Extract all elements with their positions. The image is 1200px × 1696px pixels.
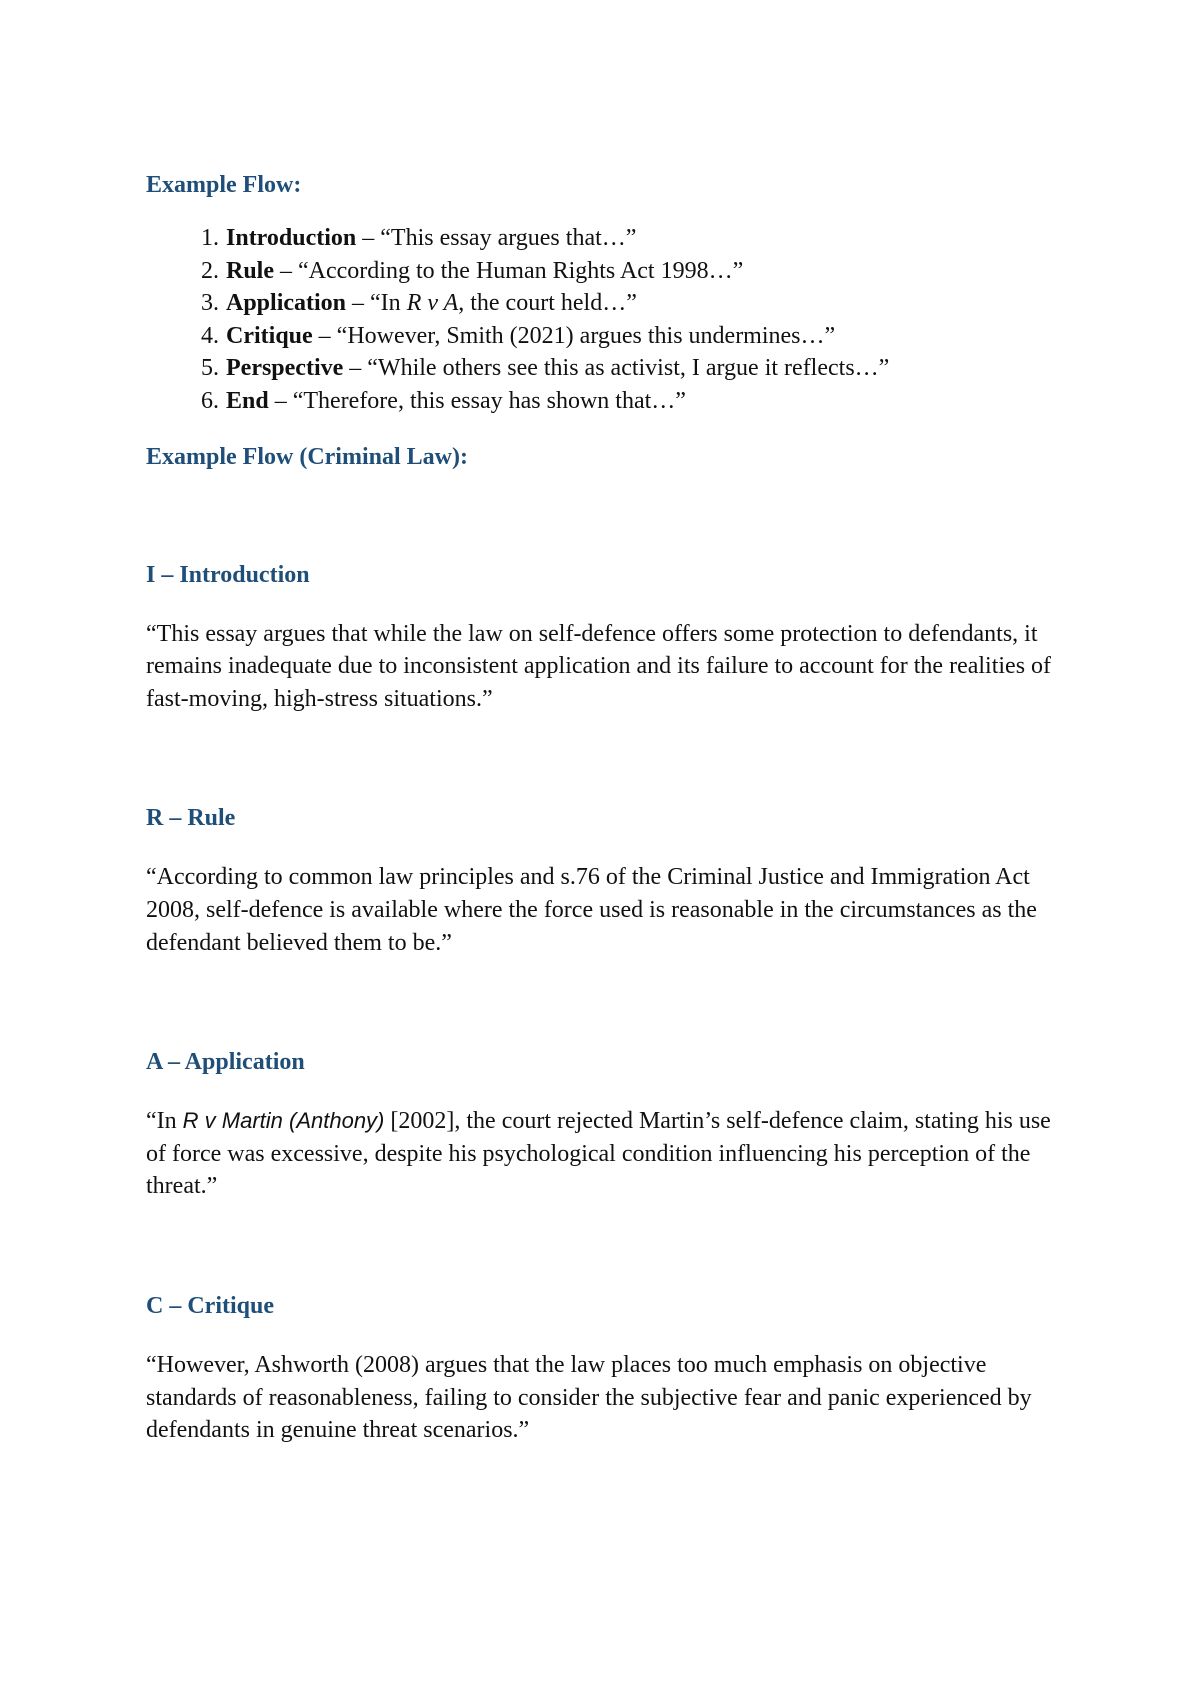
list-number: 3. bbox=[201, 290, 219, 317]
list-term: Rule bbox=[226, 257, 274, 284]
critique-paragraph: “However, Ashworth (2008) argues that the law places too much emphasis on objective standards of reasonableness, failing to consider the subjective fear and panic experienced by defendants in genuine threat scenarios.” bbox=[146, 1351, 1032, 1444]
list-number: 1. bbox=[201, 225, 219, 251]
list-item bbox=[146, 320, 1066, 353]
list-term: Application bbox=[226, 290, 347, 317]
application-text-pre: “In bbox=[146, 1108, 183, 1135]
list-text: “While others see this as activist, I argue it reflects…” bbox=[367, 355, 890, 382]
list-number: 4. bbox=[201, 322, 219, 349]
list-number: 6. bbox=[201, 387, 219, 414]
critique-heading: C – Critique bbox=[146, 1292, 274, 1319]
list-item bbox=[146, 287, 1066, 320]
list-text-post: , the court held…” bbox=[458, 290, 637, 317]
introduction-paragraph: “This essay argues that while the law on self-defence offers some protection to defendants, it remains inadequate due to inconsistent application and its failure to account for the realities of fast-moving, high-stress situations.” bbox=[146, 620, 1052, 712]
list-separator: – bbox=[268, 387, 293, 414]
list-separator: – bbox=[356, 225, 381, 251]
list-text: “According to the Human Rights Act 1998…” bbox=[298, 257, 744, 284]
introduction-heading: I – Introduction bbox=[146, 561, 310, 588]
application-heading: A – Application bbox=[146, 1049, 305, 1076]
list-item bbox=[146, 222, 1066, 255]
application-paragraph bbox=[146, 1105, 1066, 1203]
list-number: 2. bbox=[201, 257, 219, 284]
list-term: Perspective bbox=[226, 355, 344, 382]
list-text-pre: “In bbox=[370, 290, 407, 317]
example-flow-heading: Example Flow: bbox=[146, 172, 302, 198]
list-separator: – bbox=[343, 355, 368, 382]
list-item bbox=[146, 352, 1066, 385]
list-text: “Therefore, this essay has shown that…” bbox=[292, 387, 686, 414]
list-text: “This essay argues that…” bbox=[380, 225, 637, 251]
list-term: Introduction bbox=[226, 225, 357, 251]
list-number: 5. bbox=[201, 355, 219, 382]
list-term: Critique bbox=[226, 322, 313, 349]
document-page bbox=[146, 170, 1066, 1447]
list-separator: – bbox=[346, 290, 371, 317]
case-name: R v A bbox=[406, 290, 459, 317]
list-separator: – bbox=[274, 257, 298, 284]
case-name: R v Martin (Anthony) bbox=[182, 1108, 385, 1134]
application-text-post: [2002], the court rejected Martin’s self-defence claim, stating his use of force was excessive, despite his psychological condition influencing his perception of the threat.” bbox=[146, 1108, 1051, 1200]
rule-heading: R – Rule bbox=[146, 805, 236, 832]
list-item bbox=[146, 385, 1066, 418]
list-separator: – bbox=[312, 322, 337, 349]
rule-paragraph: “According to common law principles and s.76 of the Criminal Justice and Immigration Act 2008, self-defence is available where the force used is reasonable in the circumstances as the defendant believed them to be.” bbox=[146, 864, 1037, 956]
list-text: “However, Smith (2021) argues this undermines…” bbox=[336, 322, 836, 349]
example-flow-list bbox=[146, 222, 1066, 418]
criminal-law-heading: Example Flow (Criminal Law): bbox=[146, 443, 468, 470]
list-term: End bbox=[226, 387, 269, 414]
list-item bbox=[146, 255, 1066, 288]
